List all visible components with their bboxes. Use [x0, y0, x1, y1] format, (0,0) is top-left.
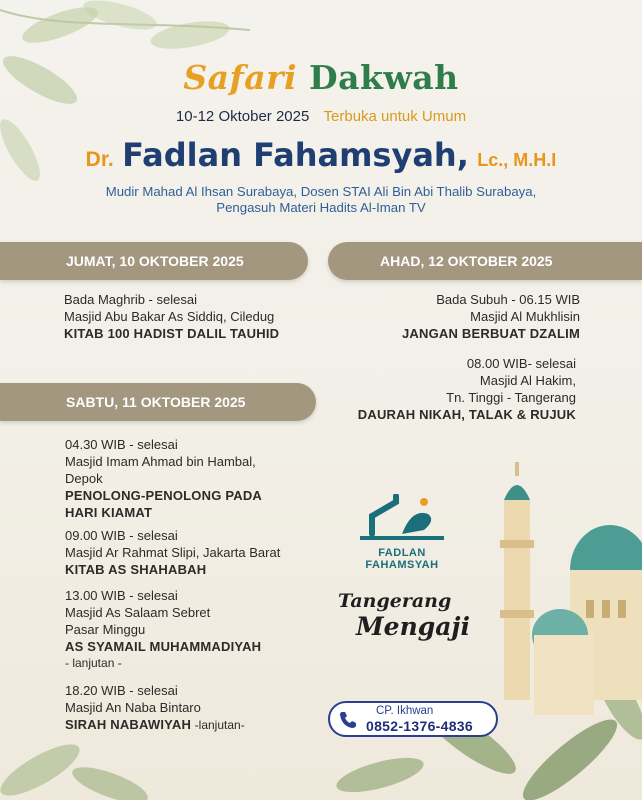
- title-dakwah: Dakwah: [309, 58, 459, 97]
- friday-banner: JUMAT, 10 OKTOBER 2025: [0, 242, 308, 280]
- saturday-1-topic-1: PENOLONG-PENOLONG PADA: [65, 488, 263, 503]
- saturday-3-note: - lanjutan -: [65, 656, 122, 670]
- saturday-banner: SABTU, 11 OKTOBER 2025: [0, 383, 316, 421]
- saturday-1-topic-2: HARI KIAMAT: [65, 505, 153, 520]
- sunday-2-topic: DAURAH NIKAH, TALAK & RUJUK: [357, 407, 576, 422]
- event-dates-line: [0, 108, 642, 125]
- speaker-name: [0, 136, 642, 174]
- contact-number[interactable]: 0852-1376-4836: [366, 718, 473, 734]
- saturday-3-place-1: Masjid As Salaam Sebret: [65, 605, 211, 620]
- contact-label: CP. Ikhwan: [376, 705, 434, 717]
- sunday-session-2: [358, 355, 576, 423]
- sunday-2-time: 08.00 WIB- selesai: [466, 356, 576, 371]
- saturday-1-time: 04.30 WIB - selesai: [65, 437, 178, 452]
- sunday-2-place-1: Masjid Al Hakim,: [479, 373, 576, 388]
- sunday-1-topic: JANGAN BERBUAT DZALIM: [401, 326, 580, 341]
- sunday-session-1: [402, 291, 580, 342]
- speaker-description: [0, 184, 642, 216]
- logo-line-1: FADLAN: [378, 547, 426, 559]
- saturday-3-topic: AS SYAMAIL MUHAMMADIYAH: [65, 639, 262, 654]
- saturday-3-place-2: Pasar Minggu: [65, 622, 146, 637]
- sunday-2-place-2: Tn. Tinggi - Tangerang: [446, 390, 576, 405]
- saturday-4-topic-line: [65, 716, 245, 734]
- saturday-2-place: Masjid Ar Rahmat Slipi, Jakarta Barat: [65, 545, 281, 560]
- title-safari: Safari: [183, 58, 298, 97]
- saturday-2-topic: KITAB AS SHAHABAH: [65, 562, 207, 577]
- phone-icon: [338, 710, 358, 730]
- saturday-4-time: 18.20 WIB - selesai: [65, 683, 178, 698]
- saturday-4-place: Masjid An Naba Bintaro: [65, 700, 201, 715]
- speaker-fullname: Fadlan Fahamsyah,: [122, 136, 469, 174]
- saturday-session-1: [65, 436, 262, 521]
- speaker-prefix: Dr.: [85, 148, 114, 171]
- saturday-session-3: [65, 587, 261, 672]
- saturday-1-place-2: Depok: [65, 471, 103, 486]
- logo-mark: [352, 494, 452, 542]
- saturday-session-2: [65, 527, 280, 578]
- fadlan-fahamsyah-logo: [352, 494, 452, 571]
- logo-line-2: FAHAMSYAH: [365, 559, 439, 571]
- speaker-suffix: Lc., M.H.I: [477, 150, 557, 170]
- saturday-1-place-1: Masjid Imam Ahmad bin Hambal,: [65, 454, 256, 469]
- contact-pill[interactable]: [328, 701, 498, 737]
- mosque-illustration: [490, 460, 642, 720]
- friday-topic: KITAB 100 HADIST DALIL TAUHID: [64, 326, 280, 341]
- saturday-2-time: 09.00 WIB - selesai: [65, 528, 178, 543]
- sunday-banner: AHAD, 12 OKTOBER 2025: [328, 242, 642, 280]
- saturday-3-time: 13.00 WIB - selesai: [65, 588, 178, 603]
- friday-session: [64, 291, 279, 342]
- friday-time: Bada Maghrib - selesai: [64, 292, 197, 307]
- event-title: [0, 58, 642, 97]
- mengaji-text: Mengaji: [356, 612, 470, 641]
- desc-line-2: Pengasuh Materi Hadits Al-Iman TV: [216, 200, 426, 215]
- event-dates: 10-12 Oktober 2025: [175, 108, 310, 125]
- sunday-1-place: Masjid Al Mukhlisin: [470, 309, 580, 324]
- saturday-4-topic: SIRAH NABAWIYAH: [65, 717, 192, 732]
- desc-line-1: Mudir Mahad Al Ihsan Surabaya, Dosen STAI Ali Bin Abi Thalib Surabaya,: [105, 184, 537, 199]
- open-to-public: Terbuka untuk Umum: [323, 108, 467, 125]
- saturday-session-4: [65, 682, 245, 734]
- saturday-4-note: -lanjutan-: [194, 718, 245, 732]
- friday-place: Masjid Abu Bakar As Siddiq, Ciledug: [64, 309, 275, 324]
- sunday-1-time: Bada Subuh - 06.15 WIB: [436, 292, 580, 307]
- tangerang-text: Tangerang: [338, 590, 452, 612]
